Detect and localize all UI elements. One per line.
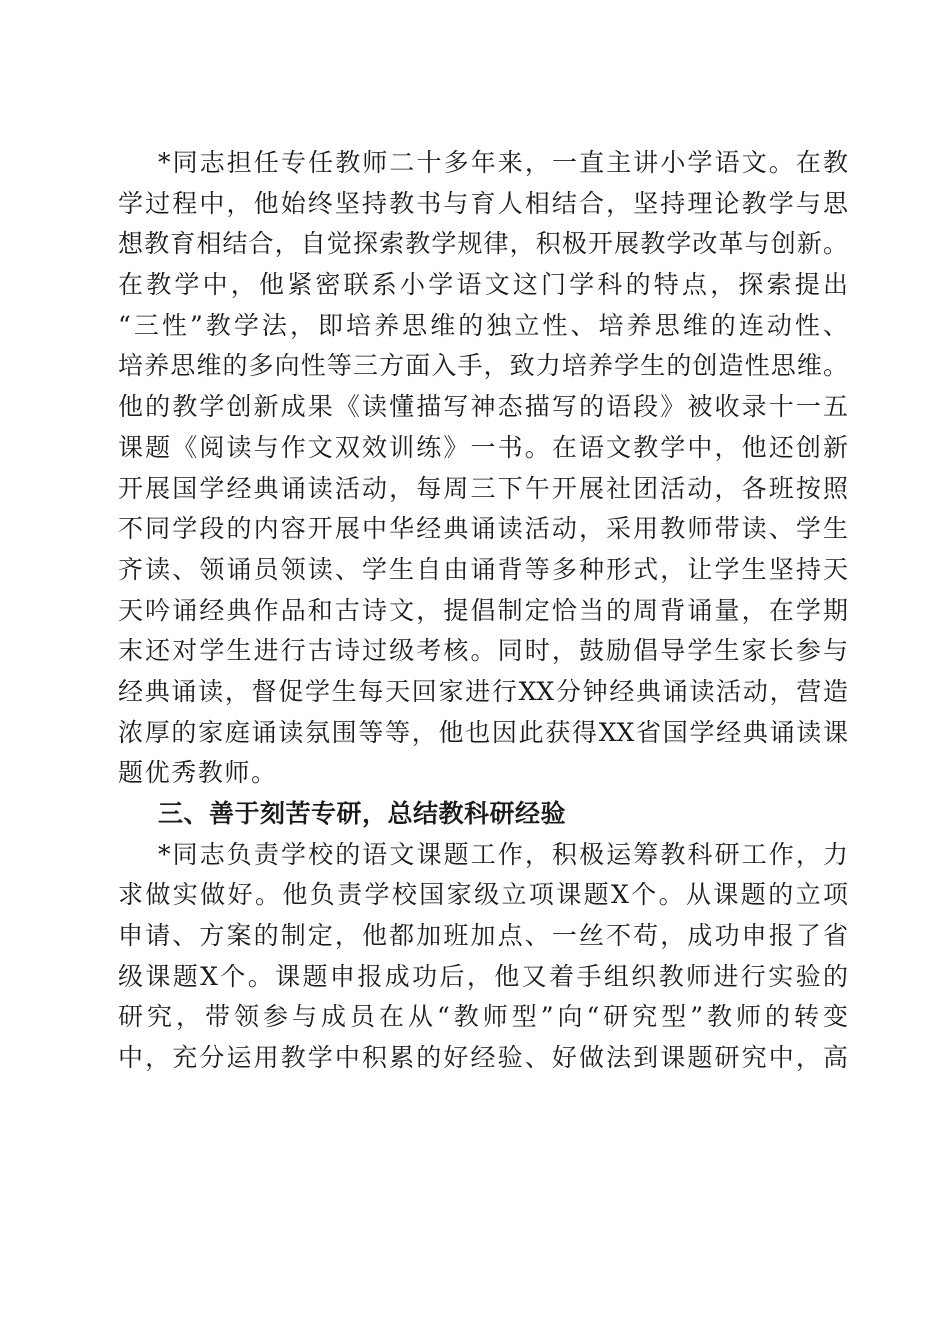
paragraph-research-work [118,835,848,1079]
document-body [118,143,848,1079]
paragraph-teaching-innovation [118,143,848,794]
paragraph-line: “三性”教学法，即培养思维的独立性、培养思维的连动性、 [118,310,848,340]
paragraph-line: 培养思维的多向性等三方面入手，致力培养学生的创造性思维。 [118,351,848,381]
paragraph-line: 齐读、领诵员领读、学生自由诵背等多种形式，让学生坚持天 [118,554,848,584]
paragraph-line: 申请、方案的制定，他都加班加点、一丝不苟，成功申报了省 [118,921,848,951]
paragraph-line: 开展国学经典诵读活动，每周三下午开展社团活动，各班按照 [118,473,848,503]
paragraph-line: 题优秀教师。 [118,758,278,788]
paragraph-line: 学过程中，他始终坚持教书与育人相结合，坚持理论教学与思 [118,188,848,218]
paragraph-line: 求做实做好。他负责学校国家级立项课题X个。从课题的立项 [118,880,848,910]
paragraph-line: *同志负责学校的语文课题工作，积极运筹教科研工作，力 [158,839,848,869]
paragraph-line: 经典诵读，督促学生每天回家进行XX分钟经典诵读活动，营造 [118,676,848,706]
paragraph-line: 在教学中，他紧密联系小学语文这门学科的特点，探索提出 [118,270,848,300]
paragraph-line: 课题《阅读与作文双效训练》一书。在语文教学中，他还创新 [118,432,848,462]
paragraph-line: 浓厚的家庭诵读氛围等等，他也因此获得XX省国学经典诵读课 [118,717,848,747]
paragraph-line: *同志担任专任教师二十多年来，一直主讲小学语文。在教 [158,148,848,177]
paragraph-line: 不同学段的内容开展中华经典诵读活动，采用教师带读、学生 [118,514,848,544]
paragraph-line: 他的教学创新成果《读懂描写神态描写的语段》被收录十一五 [118,392,848,422]
paragraph-line: 研究，带领参与成员在从“教师型”向“研究型”教师的转变 [118,1002,848,1032]
paragraph-line: 想教育相结合，自觉探索教学规律，积极开展教学改革与创新。 [118,229,848,259]
paragraph-line: 级课题X个。课题申报成功后，他又着手组织教师进行实验的 [118,961,848,991]
paragraph-line: 天吟诵经典作品和古诗文，提倡制定恰当的周背诵量，在学期 [118,595,848,625]
paragraph-line: 中，充分运用教学中积累的好经验、好做法到课题研究中，高 [118,1043,848,1073]
section-heading: 三、善于刻苦专研，总结教科研经验 [158,799,567,828]
paragraph-line: 末还对学生进行古诗过级考核。同时，鼓励倡导学生家长参与 [118,636,848,666]
